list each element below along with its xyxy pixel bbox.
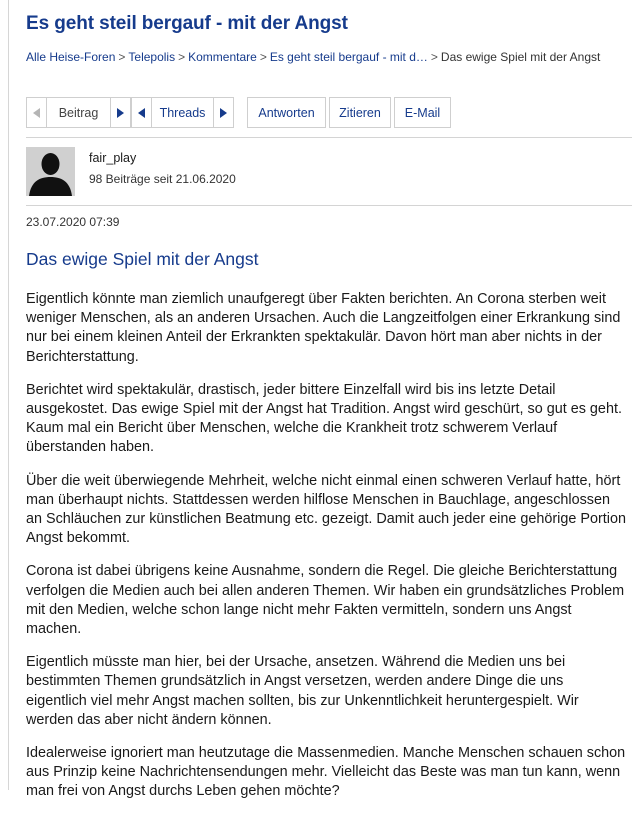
reply-button[interactable]: Antworten: [247, 97, 326, 128]
previous-post-arrow-icon: [27, 98, 47, 127]
author-divider: [26, 205, 632, 206]
email-button[interactable]: E-Mail: [394, 97, 451, 128]
breadcrumb-separator: >: [430, 50, 438, 64]
post-paragraph: Corona ist dabei übrigens keine Ausnahme, sondern die Regel. Die gleiche Berichterstattung verfolgen die Medien auch bei allen anderen Themen. Wir haben ein grundsätzliches Problem mit den Medien, welche schon lange nicht mehr Fakten vermitteln, sondern uns Angst machen.: [26, 563, 625, 638]
default-user-silhouette-icon: [26, 147, 75, 196]
post-nav-label: Beitrag: [58, 105, 99, 120]
toolbar-divider: [26, 137, 632, 138]
quote-button[interactable]: Zitieren: [329, 97, 391, 128]
thread-navigation: [131, 97, 234, 128]
post-navigation: [26, 97, 131, 128]
breadcrumb-current: Das ewige Spiel mit der Angst: [440, 50, 601, 64]
breadcrumb-separator: >: [178, 50, 186, 64]
thread-nav-label[interactable]: Threads: [159, 105, 206, 120]
breadcrumb-link-thread[interactable]: Es geht steil bergauf - mit d…: [269, 50, 428, 64]
post-paragraph: Eigentlich könnte man ziemlich unaufgeregt über Fakten berichten. An Corona sterben weit weniger Menschen, als an anderen Ursachen. Auch die Langzeitfolgen einer Erkrankung sind nur bei einem kleinen Anteil der Erkrankten spektakulär. Davon hört man aber nichts in der Berichterstattung.: [26, 291, 621, 365]
post-date: 23.07.2020 07:39: [26, 215, 120, 229]
author-name[interactable]: fair_play: [89, 151, 137, 165]
breadcrumb-link-telepolis[interactable]: Telepolis: [128, 50, 176, 64]
breadcrumb-link-comments[interactable]: Kommentare: [188, 50, 257, 64]
post-paragraph: Idealerweise ignoriert man heutzutage die Massenmedien. Manche Menschen schauen schon aus Prinzip keine Nachrichtensendungen mehr. Vielleicht das Beste was man tun kann, wenn man frei von Angst durchs Leben gehen möchte?: [26, 745, 626, 800]
breadcrumb: [26, 50, 600, 64]
previous-thread-arrow-icon[interactable]: [132, 98, 152, 127]
author-post-count: 98 Beiträge seit 21.06.2020: [89, 172, 236, 186]
post-paragraph: Eigentlich müsste man hier, bei der Ursache, ansetzen. Während die Medien uns bei bestimmten Themen grundsätzlich in Angst versetzen, werden andere Dinge die uns eigentlich viel mehr Angst machen sollten, bis zur Unkenntlichkeit heruntergespielt. Wir werden das aber nicht ändern können.: [26, 654, 579, 728]
author-avatar: [26, 147, 75, 196]
left-border: [8, 0, 9, 790]
post-paragraph: Berichtet wird spektakulär, drastisch, jeder bittere Einzelfall wird bis ins letzte Detail ausgekostet. Das ewige Spiel mit der Angst hat Tradition. Angst wird geschürt, so gut es geht. Kaum mal ein Bericht über Menschen, welche die Krankheit trotz schwerem Verlauf überstanden haben.: [26, 381, 622, 456]
next-thread-arrow-icon[interactable]: [213, 98, 233, 127]
post-body: [26, 290, 626, 816]
next-post-arrow-icon[interactable]: [110, 98, 130, 127]
breadcrumb-link-all-forums[interactable]: Alle Heise-Foren: [26, 50, 116, 64]
post-paragraph: Über die weit überwiegende Mehrheit, welche nicht einmal einen schweren Verlauf hatte, hört man überhaupt nichts. Stattdessen werden hilflose Menschen in Bauchlage, angeschlossen an Schläuchen zur künstlichen Beatmung etc. gezeigt. Damit auch jeder eine gehörige Portion Angst bekommt.: [26, 472, 626, 547]
thread-title: Es geht steil bergauf - mit der Angst: [26, 13, 348, 34]
post-title: Das ewige Spiel mit der Angst: [26, 249, 259, 269]
breadcrumb-separator: >: [118, 50, 126, 64]
breadcrumb-separator: >: [259, 50, 267, 64]
